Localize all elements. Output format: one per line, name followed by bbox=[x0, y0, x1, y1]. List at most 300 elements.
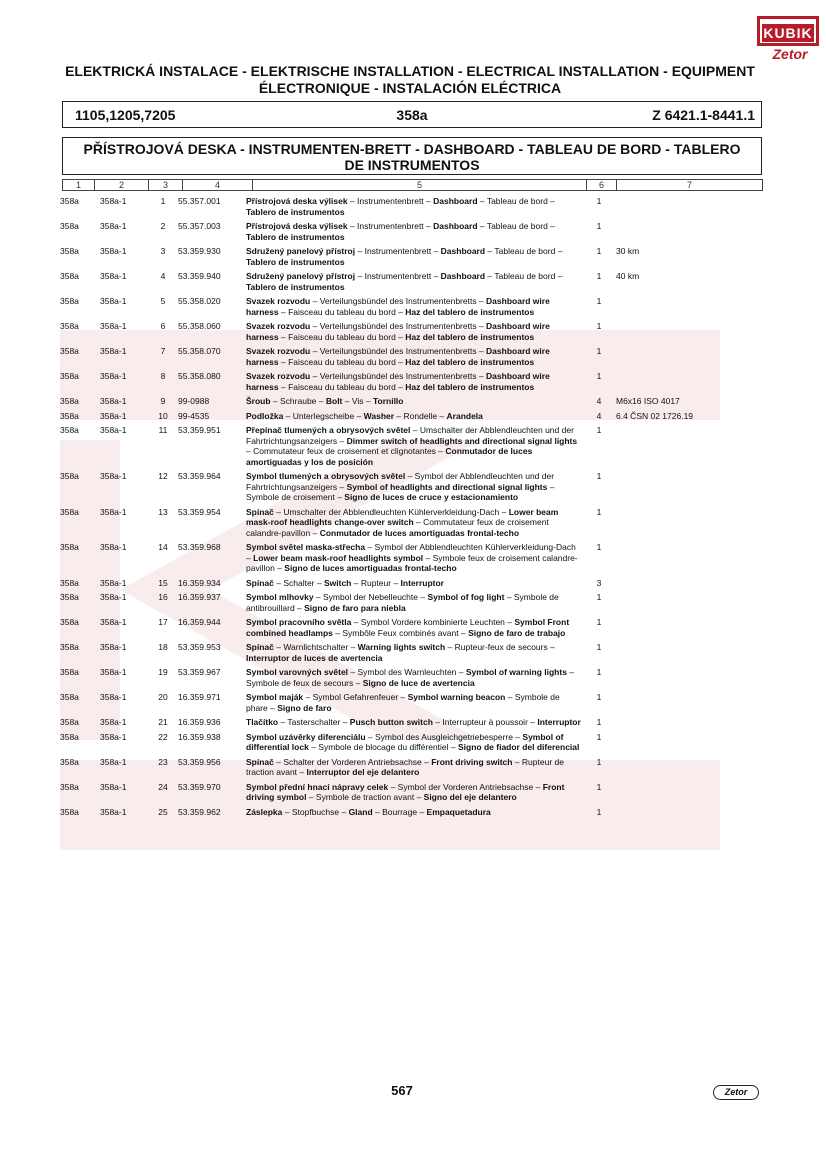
header-title-line2: ÉLECTRONIQUE - INSTALACIÓN ELÉCTRICA bbox=[258, 80, 562, 96]
cell-group: 358a bbox=[60, 506, 79, 517]
cell-group: 358a bbox=[60, 246, 79, 256]
cell-figure: 358a-1 bbox=[100, 410, 127, 421]
description-fr: Symbole de phare bbox=[246, 692, 560, 713]
cell-part-number: 16.359.934 bbox=[178, 577, 221, 588]
cell-figure: 358a-1 bbox=[100, 396, 127, 406]
cell-quantity: 1 bbox=[596, 781, 602, 792]
cell-figure: 358a-1 bbox=[100, 667, 127, 677]
cell-part-number: 53.359.930 bbox=[178, 246, 221, 256]
table-row bbox=[58, 246, 766, 271]
cell-part-number: 99-0988 bbox=[178, 396, 210, 406]
cell-note bbox=[614, 667, 766, 692]
cell-note: 40 km bbox=[616, 271, 640, 281]
cell-group: 358a bbox=[60, 717, 79, 727]
description-en: Symbol Front combined headlamps bbox=[246, 617, 570, 638]
cell-group: 358a bbox=[60, 271, 79, 281]
cell-quantity: 1 bbox=[596, 592, 602, 602]
description-de: Umschalter der Abblendleuchten und der Fahrtrichtungsanzeigers bbox=[246, 425, 574, 446]
cell-description: Symbol pracovního světla – Symbol Vordere kombinierte Leuchten – Symbol Front combined headlamps – Symbôle Feux combinés avant – Signo de faro de trabajo bbox=[246, 617, 570, 638]
cell-part-number: 53.359.970 bbox=[178, 781, 221, 792]
table-row bbox=[58, 592, 766, 617]
description-cz: Symbol přední hnací nápravy celek bbox=[246, 781, 389, 792]
description-cz: Svazek rozvodu bbox=[246, 321, 311, 331]
description-en: Dashboard bbox=[440, 271, 486, 281]
cell-note bbox=[614, 321, 766, 346]
description-en: Dashboard wire harness bbox=[246, 371, 550, 392]
table-row bbox=[58, 717, 766, 732]
description-es: Interruptor bbox=[400, 577, 444, 588]
description-cz: Symbol uzávěrky diferenciálu bbox=[246, 731, 366, 742]
cell-group: 358a bbox=[60, 542, 79, 552]
column-header-7: 7 bbox=[617, 180, 763, 191]
description-de: Verteilungsbündel des Instrumentenbretts bbox=[319, 371, 477, 381]
cell-position: 11 bbox=[158, 425, 168, 435]
description-es: Interruptor bbox=[537, 717, 581, 727]
column-header-2: 2 bbox=[95, 180, 149, 191]
description-cz: Svazek rozvodu bbox=[246, 346, 311, 356]
description-fr: Tableau de bord bbox=[486, 221, 548, 231]
description-es: Haz del tablero de instrumentos bbox=[405, 331, 535, 342]
zetor-logo: Zetor bbox=[772, 46, 808, 62]
table-row bbox=[58, 692, 766, 717]
cell-quantity: 1 bbox=[596, 756, 602, 767]
description-cz: Sdružený panelový přístroj bbox=[246, 271, 356, 281]
description-cz: Podložka bbox=[246, 410, 284, 421]
description-en: Symbol of differential lock bbox=[246, 731, 564, 752]
table-row bbox=[58, 807, 766, 822]
cell-figure: 358a-1 bbox=[100, 692, 127, 702]
cell-quantity: 4 bbox=[596, 396, 602, 406]
description-es: Signo de fiador del diferencial bbox=[458, 742, 580, 752]
cell-quantity: 1 bbox=[596, 371, 602, 381]
cell-description: Spínač – Umschalter der Abblendleuchten Kühlerverkleidung-Dach – Lower beam mask-roof headlights change-over switch – Commutateur feux de croisement calandre-pavillon – Conmutador de luces amortiguadas frontal-techo bbox=[246, 506, 559, 538]
cell-group: 358a bbox=[60, 781, 79, 792]
description-es: Signo de faro para niebla bbox=[304, 602, 406, 613]
cell-group: 358a bbox=[60, 806, 79, 817]
cell-description: Symbol maják – Symbol Gefahrenfeuer – Symbol warning beacon – Symbole de phare – Signo de faro bbox=[246, 692, 560, 713]
description-de: Schalter bbox=[283, 577, 315, 588]
table-row bbox=[58, 757, 766, 782]
cell-note: 30 km bbox=[616, 246, 640, 256]
cell-quantity: 1 bbox=[596, 425, 602, 435]
description-fr: Symbole de feux de secours bbox=[246, 677, 354, 688]
cell-position: 17 bbox=[158, 617, 168, 627]
description-fr: Faisceau du tableau du bord bbox=[288, 306, 396, 317]
table-row bbox=[58, 642, 766, 667]
cell-quantity: 1 bbox=[596, 692, 602, 702]
description-de: Verteilungsbündel des Instrumentenbretts bbox=[319, 296, 477, 306]
description-fr: Rupteur bbox=[360, 577, 392, 588]
cell-figure: 358a-1 bbox=[100, 196, 127, 206]
description-fr: Bourrage bbox=[382, 806, 418, 817]
description-cz: Spínač bbox=[246, 577, 274, 588]
cell-description: Podložka – Unterlegscheibe – Washer – Rondelle – Arandela bbox=[246, 410, 483, 421]
description-de: Symbol Gefahrenfeuer bbox=[312, 692, 399, 702]
cell-description: Symbol světel maska-střecha – Symbol der Abblendleuchten Kühlerverkleidung-Dach – Lower beam mask-roof headlights symbol – Symbole feux de croisement calandre-pavillon – Signo de luces amortiguadas frontal-techo bbox=[246, 542, 578, 573]
description-fr: Rupteur de traction avant bbox=[246, 756, 564, 777]
cell-figure: 358a-1 bbox=[100, 506, 127, 517]
cell-figure: 358a-1 bbox=[100, 756, 127, 767]
description-fr: Interrupteur à poussoir bbox=[442, 717, 528, 727]
description-fr: Tableau de bord bbox=[486, 196, 548, 206]
cell-position: 25 bbox=[158, 806, 168, 817]
table-row bbox=[58, 321, 766, 346]
cell-description: Přepínač tlumených a obrysových světel – Umschalter der Abblendleuchten und der Fahrtrichtungsanzeigers – Dimmer switch of headlights and directional signal lights – Commutateur feux de croisement et clignotantes – Conmutador de luces amortiguadas y los de posición bbox=[246, 425, 578, 467]
cell-group: 358a bbox=[60, 731, 79, 742]
cell-figure: 358a-1 bbox=[100, 371, 127, 381]
cell-figure: 358a-1 bbox=[100, 542, 127, 552]
cell-note bbox=[614, 592, 766, 617]
description-cz: Přístrojová deska výlisek bbox=[246, 196, 348, 206]
description-de: Stopfbuchse bbox=[291, 806, 340, 817]
section-title: PŘÍSTROJOVÁ DESKA - INSTRUMENTEN-BRETT - DASHBOARD - TABLEAU DE BORD - TABLERO DE INSTRUMENTOS bbox=[62, 137, 762, 175]
cell-group: 358a bbox=[60, 756, 79, 767]
table-row bbox=[58, 578, 766, 593]
cell-description: Přístrojová deska výlisek – Instrumentenbrett – Dashboard – Tableau de bord – Tablero de instrumentos bbox=[246, 196, 555, 217]
description-en: Washer bbox=[363, 410, 395, 421]
cell-note: M6x16 ISO 4017 bbox=[616, 396, 680, 406]
description-es: Empaquetadura bbox=[426, 806, 491, 817]
description-en: Lower beam mask-roof headlights symbol bbox=[253, 552, 424, 563]
cell-group: 358a bbox=[60, 396, 79, 406]
cell-note bbox=[614, 717, 766, 732]
cell-description: Tlačítko – Tasterschalter – Pusch button switch – Interrupteur à poussoir – Interruptor bbox=[246, 717, 581, 727]
cell-position: 10 bbox=[158, 410, 168, 421]
table-row bbox=[58, 507, 766, 543]
description-es: Tablero de instrumentos bbox=[246, 256, 345, 267]
description-en: Dashboard wire harness bbox=[246, 296, 550, 317]
description-en: Dimmer switch of headlights and directional signal lights bbox=[346, 435, 578, 446]
cell-figure: 358a-1 bbox=[100, 271, 127, 281]
cell-part-number: 53.359.956 bbox=[178, 756, 221, 767]
description-es: Interruptor del eje delantero bbox=[306, 767, 420, 777]
cell-description: Svazek rozvodu – Verteilungsbündel des Instrumentenbretts – Dashboard wire harness – Faisceau du tableau du bord – Haz del tablero de instrumentos bbox=[246, 346, 550, 367]
cell-description: Symbol přední hnací nápravy celek – Symbol der Vorderen Antriebsachse – Front driving symbol – Symbole de traction avant – Signo del eje delantero bbox=[246, 781, 565, 802]
cell-quantity: 1 bbox=[596, 346, 602, 356]
column-header-5: 5 bbox=[253, 180, 587, 191]
cell-description: Spínač – Schalter – Switch – Rupteur – Interruptor bbox=[246, 577, 444, 588]
catalog-code: Z 6421.1-8441.1 bbox=[652, 107, 755, 123]
cell-group: 358a bbox=[60, 221, 79, 231]
description-fr: Tableau de bord bbox=[494, 271, 556, 281]
description-de: Symbol Vordere kombinierte Leuchten bbox=[360, 617, 505, 627]
cell-note bbox=[614, 542, 766, 578]
cell-description: Spínač – Warnlichtschalter – Warning lights switch – Rupteur-feux de secours – Interruptor de luces de avertencia bbox=[246, 642, 555, 663]
description-en: Symbol warning beacon bbox=[407, 692, 506, 702]
cell-group: 358a bbox=[60, 425, 79, 435]
column-header-4: 4 bbox=[183, 180, 253, 191]
description-es: Haz del tablero de instrumentos bbox=[405, 306, 535, 317]
table-row bbox=[58, 411, 766, 426]
description-en: Bolt bbox=[325, 396, 343, 406]
description-cz: Spínač bbox=[246, 756, 274, 767]
cell-figure: 358a-1 bbox=[100, 321, 127, 331]
description-es: Tablero de instrumentos bbox=[246, 206, 345, 217]
cell-position: 19 bbox=[158, 667, 168, 677]
cell-note bbox=[614, 692, 766, 717]
cell-position: 15 bbox=[158, 577, 168, 588]
description-de: Umschalter der Abblendleuchten Kühlerverkleidung-Dach bbox=[283, 506, 500, 517]
description-fr: Symbole de antibrouillard bbox=[246, 592, 559, 613]
cell-note bbox=[614, 471, 766, 507]
cell-note bbox=[614, 507, 766, 543]
description-de: Symbol der Nebelleuchte bbox=[323, 592, 418, 602]
cell-group: 358a bbox=[60, 642, 79, 652]
cell-part-number: 16.359.937 bbox=[178, 592, 221, 602]
cell-position: 5 bbox=[160, 296, 166, 306]
description-cz: Symbol světel maska-střecha bbox=[246, 542, 366, 552]
description-es: Haz del tablero de instrumentos bbox=[405, 356, 535, 367]
table-row bbox=[58, 471, 766, 507]
cell-description: Svazek rozvodu – Verteilungsbündel des Instrumentenbretts – Dashboard wire harness – Faisceau du tableau du bord – Haz del tablero de instrumentos bbox=[246, 296, 550, 317]
description-en: Dashboard bbox=[440, 246, 486, 256]
description-de: Symbol des Warnleuchten bbox=[357, 667, 457, 677]
table-row bbox=[58, 425, 766, 471]
cell-position: 22 bbox=[158, 731, 168, 742]
description-es: Conmutador de luces amortiguadas frontal-techo bbox=[319, 527, 520, 538]
cell-part-number: 55.357.003 bbox=[178, 221, 221, 231]
model-bar bbox=[62, 101, 762, 128]
description-en: Symbol of fog light bbox=[427, 592, 505, 602]
description-fr: Tableau de bord bbox=[494, 246, 556, 256]
description-es: Haz del tablero de instrumentos bbox=[405, 381, 535, 392]
cell-part-number: 53.359.967 bbox=[178, 667, 221, 677]
description-fr: Commutateur feux de croisement et clignotantes bbox=[253, 446, 436, 456]
description-de: Instrumentenbrett bbox=[364, 271, 432, 281]
description-es: Conmutador de luces amortiguadas y los de posición bbox=[246, 446, 533, 467]
header-title-line1: ELEKTRICKÁ INSTALACE - ELEKTRISCHE INSTALLATION - ELECTRICAL INSTALLATION - EQUIPMENT bbox=[65, 63, 755, 79]
kubik-logo-text: KUBIK bbox=[763, 25, 813, 41]
description-cz: Symbol maják bbox=[246, 692, 304, 702]
cell-figure: 358a-1 bbox=[100, 346, 127, 356]
cell-note bbox=[614, 346, 766, 371]
cell-part-number: 55.358.070 bbox=[178, 346, 221, 356]
description-cz: Spínač bbox=[246, 642, 274, 652]
description-en: Lower beam mask-roof headlights change-over switch bbox=[246, 506, 559, 527]
cell-figure: 358a-1 bbox=[100, 577, 127, 588]
cell-note bbox=[614, 757, 766, 782]
description-fr: Rupteur-feux de secours bbox=[454, 642, 548, 652]
cell-part-number: 53.359.951 bbox=[178, 425, 221, 435]
group-code: 358a bbox=[396, 107, 428, 123]
footer-zetor-logo: Zetor bbox=[713, 1085, 759, 1100]
cell-figure: 358a-1 bbox=[100, 221, 127, 231]
cell-position: 16 bbox=[158, 592, 168, 602]
description-en: Front driving symbol bbox=[246, 781, 565, 802]
cell-position: 23 bbox=[158, 756, 168, 767]
column-header-6: 6 bbox=[587, 180, 617, 191]
cell-position: 12 bbox=[158, 471, 168, 481]
cell-group: 358a bbox=[60, 617, 79, 627]
cell-description: Sdružený panelový přístroj – Instrumentenbrett – Dashboard – Tableau de bord – Tablero de instrumentos bbox=[246, 246, 563, 267]
description-de: Verteilungsbündel des Instrumentenbretts bbox=[319, 321, 477, 331]
description-fr: Faisceau du tableau du bord bbox=[288, 381, 396, 392]
cell-figure: 358a-1 bbox=[100, 246, 127, 256]
description-es: Tablero de instrumentos bbox=[246, 231, 345, 242]
description-en: Dashboard wire harness bbox=[246, 346, 550, 367]
table-row bbox=[58, 196, 766, 221]
cell-part-number: 55.358.060 bbox=[178, 321, 221, 331]
description-es: Interruptor de luces de avertencia bbox=[246, 652, 383, 663]
cell-position: 4 bbox=[160, 271, 166, 281]
description-cz: Svazek rozvodu bbox=[246, 371, 311, 381]
description-es: Signo del eje delantero bbox=[423, 792, 517, 802]
table-row bbox=[58, 371, 766, 396]
description-de: Symbol des Ausgleichgetriebesperre bbox=[374, 731, 513, 742]
cell-group: 358a bbox=[60, 371, 79, 381]
cell-description: Svazek rozvodu – Verteilungsbündel des Instrumentenbretts – Dashboard wire harness – Faisceau du tableau du bord – Haz del tablero de instrumentos bbox=[246, 371, 550, 392]
cell-figure: 358a-1 bbox=[100, 592, 127, 602]
cell-group: 358a bbox=[60, 471, 79, 481]
table-row bbox=[58, 221, 766, 246]
cell-group: 358a bbox=[60, 346, 79, 356]
cell-part-number: 55.357.001 bbox=[178, 196, 221, 206]
cell-figure: 358a-1 bbox=[100, 806, 127, 817]
cell-note bbox=[614, 782, 766, 807]
cell-note bbox=[614, 807, 766, 822]
cell-position: 21 bbox=[158, 717, 168, 727]
description-en: Symbol of headlights and directional signal lights bbox=[346, 481, 548, 492]
description-es: Signo de luces amortiguadas frontal-techo bbox=[284, 563, 457, 573]
cell-quantity: 3 bbox=[596, 577, 602, 588]
description-fr: Rondelle bbox=[403, 410, 438, 421]
cell-position: 13 bbox=[158, 506, 168, 517]
model-numbers: 1105,1205,7205 bbox=[75, 107, 176, 123]
description-fr: Vis bbox=[351, 396, 364, 406]
description-de: Tasterschalter bbox=[287, 717, 341, 727]
description-en: Dashboard bbox=[433, 221, 478, 231]
cell-part-number: 16.359.938 bbox=[178, 731, 221, 742]
cell-part-number: 55.358.080 bbox=[178, 371, 221, 381]
cell-part-number: 53.359.962 bbox=[178, 806, 221, 817]
description-fr: Faisceau du tableau du bord bbox=[288, 331, 396, 342]
cell-quantity: 1 bbox=[596, 221, 602, 231]
cell-position: 8 bbox=[160, 371, 166, 381]
description-cz: Spínač bbox=[246, 506, 274, 517]
cell-note bbox=[614, 578, 766, 593]
cell-note bbox=[614, 425, 766, 471]
description-cz: Přístrojová deska výlisek bbox=[246, 221, 348, 231]
table-row bbox=[58, 617, 766, 642]
cell-quantity: 4 bbox=[596, 410, 602, 421]
cell-quantity: 1 bbox=[596, 196, 602, 206]
cell-part-number: 53.359.940 bbox=[178, 271, 221, 281]
cell-group: 358a bbox=[60, 321, 79, 331]
cell-quantity: 1 bbox=[596, 617, 602, 627]
description-cz: Sdružený panelový přístroj bbox=[246, 246, 356, 256]
table-row bbox=[58, 396, 766, 411]
table-row bbox=[58, 271, 766, 296]
cell-group: 358a bbox=[60, 577, 79, 588]
description-de: Warnlichtschalter bbox=[283, 642, 349, 652]
description-de: Schalter der Vorderen Antriebsachse bbox=[283, 756, 422, 767]
description-fr: Faisceau du tableau du bord bbox=[288, 356, 396, 367]
description-en: Dashboard wire harness bbox=[246, 321, 550, 342]
description-de: Verteilungsbündel des Instrumentenbretts bbox=[319, 346, 477, 356]
cell-figure: 358a-1 bbox=[100, 296, 127, 306]
cell-position: 24 bbox=[158, 781, 168, 792]
cell-description: Přístrojová deska výlisek – Instrumentenbrett – Dashboard – Tableau de bord – Tablero de instrumentos bbox=[246, 221, 555, 242]
description-es: Tornillo bbox=[372, 396, 404, 406]
cell-figure: 358a-1 bbox=[100, 781, 127, 792]
table-row bbox=[58, 296, 766, 321]
column-header-3: 3 bbox=[149, 180, 183, 191]
cell-description: Sdružený panelový přístroj – Instrumentenbrett – Dashboard – Tableau de bord – Tablero de instrumentos bbox=[246, 271, 563, 292]
table-row bbox=[58, 346, 766, 371]
cell-group: 358a bbox=[60, 410, 79, 421]
page-number: 567 bbox=[391, 1083, 413, 1098]
cell-group: 358a bbox=[60, 667, 79, 677]
cell-part-number: 53.359.964 bbox=[178, 471, 221, 481]
description-cz: Symbol mlhovky bbox=[246, 592, 314, 602]
parts-table-body bbox=[58, 196, 766, 821]
cell-note bbox=[614, 371, 766, 396]
cell-group: 358a bbox=[60, 592, 79, 602]
cell-position: 1 bbox=[160, 196, 166, 206]
cell-position: 20 bbox=[158, 692, 168, 702]
description-en: Pusch button switch bbox=[349, 717, 433, 727]
description-en: Symbol of warning lights bbox=[465, 667, 567, 677]
cell-description: Symbol mlhovky – Symbol der Nebelleuchte – Symbol of fog light – Symbole de antibrouillard – Signo de faro para niebla bbox=[246, 592, 559, 613]
cell-position: 3 bbox=[160, 246, 166, 256]
description-en: Switch bbox=[323, 577, 352, 588]
kubik-logo bbox=[757, 16, 819, 46]
description-cz: Symbol varovných světel bbox=[246, 667, 349, 677]
cell-quantity: 1 bbox=[596, 321, 602, 331]
cell-note bbox=[614, 196, 766, 221]
description-es: Signo de luces de cruce y estacionamiento bbox=[344, 492, 519, 502]
cell-position: 18 bbox=[158, 642, 168, 652]
cell-note: 6.4 ČSN 02 1726.19 bbox=[616, 410, 694, 421]
cell-quantity: 1 bbox=[596, 717, 602, 727]
cell-figure: 358a-1 bbox=[100, 425, 127, 435]
cell-position: 7 bbox=[160, 346, 166, 356]
cell-figure: 358a-1 bbox=[100, 617, 127, 627]
cell-note bbox=[614, 732, 766, 757]
cell-part-number: 53.359.953 bbox=[178, 642, 221, 652]
cell-quantity: 1 bbox=[596, 731, 602, 742]
cell-part-number: 16.359.936 bbox=[178, 717, 221, 727]
description-en: Gland bbox=[348, 806, 373, 817]
description-es: Arandela bbox=[446, 410, 483, 421]
cell-quantity: 1 bbox=[596, 296, 602, 306]
description-de: Symbol der Vorderen Antriebsachse bbox=[397, 781, 534, 792]
cell-group: 358a bbox=[60, 296, 79, 306]
description-de: Symbol der Abblendleuchten und der Fahrtrichtungsanzeigers bbox=[246, 471, 555, 492]
description-cz: Šroub bbox=[246, 396, 271, 406]
description-cz: Symbol pracovního světla bbox=[246, 617, 352, 627]
description-de: Instrumentenbrett bbox=[357, 221, 424, 231]
description-de: Schraube bbox=[280, 396, 317, 406]
cell-position: 14 bbox=[158, 542, 168, 552]
cell-description: Šroub – Schraube – Bolt – Vis – Tornillo bbox=[246, 396, 404, 406]
description-cz: Záslepka bbox=[246, 806, 283, 817]
cell-part-number: 53.359.954 bbox=[178, 506, 221, 517]
cell-description: Symbol uzávěrky diferenciálu – Symbol des Ausgleichgetriebesperre – Symbol of differential lock – Symbole de blocage du différentiel – Signo de fiador del diferencial bbox=[246, 731, 580, 752]
description-es: Tablero de instrumentos bbox=[246, 281, 345, 292]
cell-quantity: 1 bbox=[596, 642, 602, 652]
cell-quantity: 1 bbox=[596, 806, 602, 817]
cell-figure: 358a-1 bbox=[100, 471, 127, 481]
cell-group: 358a bbox=[60, 692, 79, 702]
description-es: Signo de luce de avertencia bbox=[362, 677, 475, 688]
cell-quantity: 1 bbox=[596, 271, 602, 281]
cell-part-number: 55.358.020 bbox=[178, 296, 221, 306]
parts-table bbox=[58, 196, 766, 821]
description-de: Instrumentenbrett bbox=[357, 196, 424, 206]
description-fr: Symbôle Feux combinés avant bbox=[342, 627, 459, 638]
description-de: Symbol der Abblendleuchten Kühlerverkleidung-Dach bbox=[374, 542, 576, 552]
